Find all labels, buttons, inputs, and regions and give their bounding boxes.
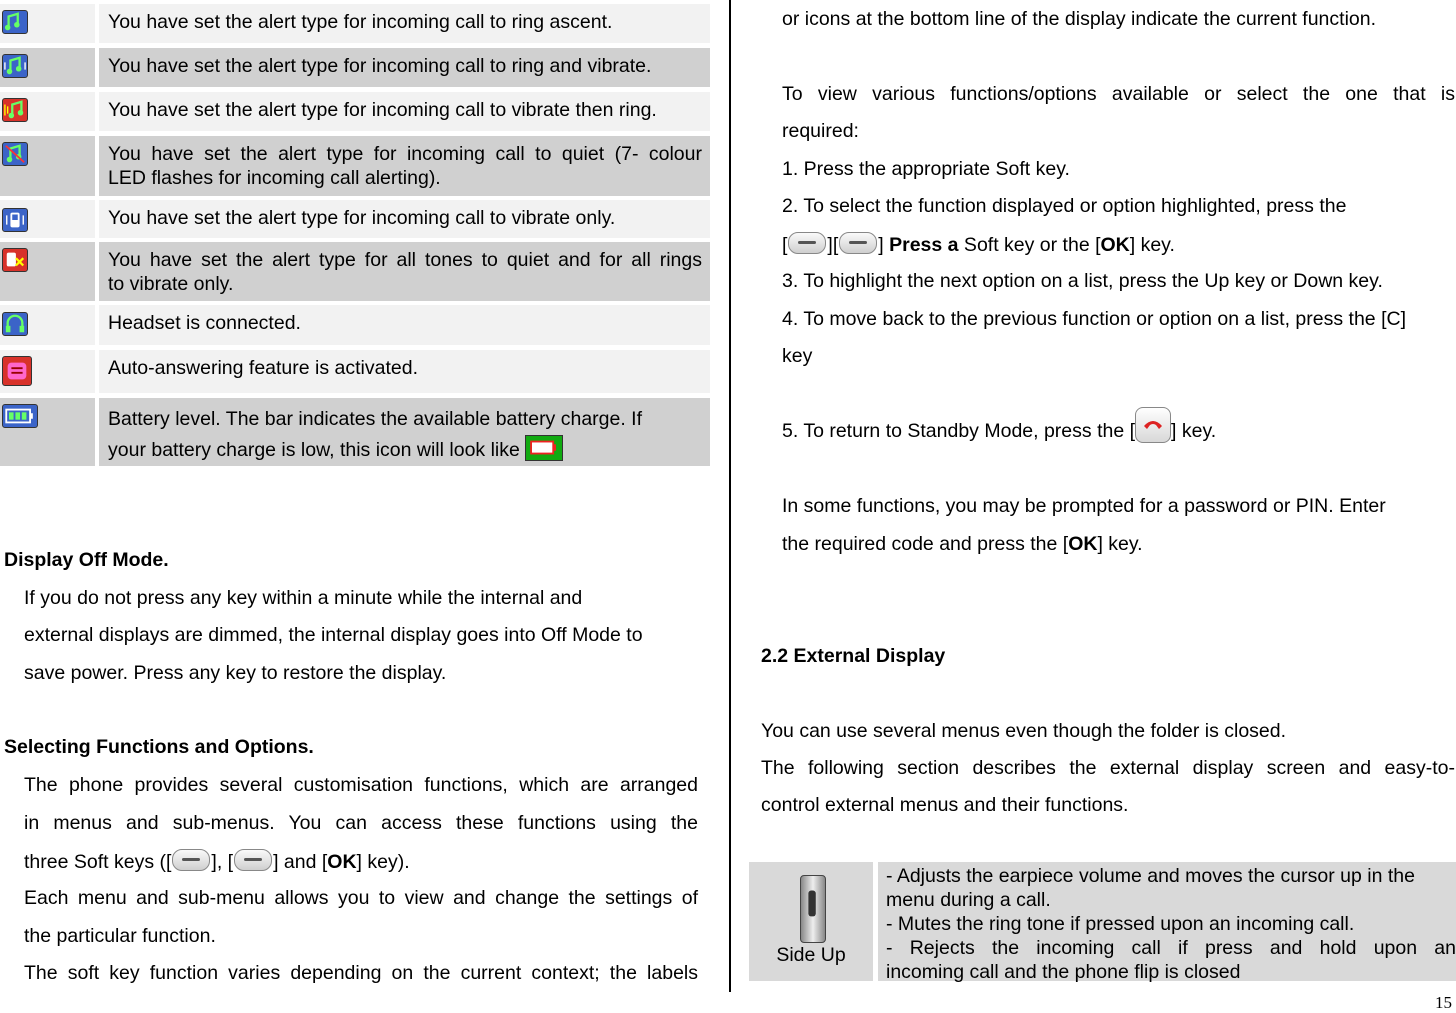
ok-key-label: OK <box>327 851 357 873</box>
text-run: ] key. <box>1129 234 1175 256</box>
text-run: ], [ <box>211 851 234 873</box>
table-row <box>0 136 710 196</box>
quiet-led-icon <box>2 142 28 166</box>
vibrate-only-icon <box>2 208 28 232</box>
table-cell-text <box>99 398 710 466</box>
list-item: 4. To move back to the previous function or option on a list, press the [C] <box>782 308 1406 330</box>
table-cell-text <box>99 136 710 196</box>
ring-and-vibrate-icon <box>2 54 28 78</box>
paragraph-line: or icons at the bottom line of the display indicate the current function. <box>782 8 1377 30</box>
auto-answer-icon <box>2 356 32 386</box>
text-run: 5. To return to Standby Mode, press the [ <box>782 420 1136 442</box>
description-line: - Mutes the ring tone if pressed upon an incoming call. <box>886 913 1355 935</box>
end-key-icon <box>1135 407 1171 443</box>
battery-icon <box>2 404 38 428</box>
list-item: key <box>782 345 813 367</box>
table-row <box>0 398 710 466</box>
paragraph-line: The following section describes the external display screen and easy-to- <box>761 757 1455 779</box>
paragraph-line: control external menus and their functions. <box>761 794 1129 816</box>
table-cell-text: You have set the alert type for incoming call to ring ascent. <box>99 4 710 43</box>
battery-low-icon <box>525 435 563 461</box>
left-soft-key-icon <box>172 849 210 871</box>
description-line: incoming call and the phone flip is closed <box>886 961 1241 983</box>
right-soft-key-icon <box>234 849 272 871</box>
paragraph-line: Each menu and sub-menu allows you to view and change the settings of <box>24 887 698 909</box>
text-run: ] key. <box>1171 420 1217 442</box>
text-run: ][ <box>827 234 839 256</box>
column-divider <box>729 0 731 992</box>
description-line: menu during a call. <box>886 889 1051 911</box>
paragraph-line: required: <box>782 120 859 142</box>
paragraph-line: in menus and sub-menus. You can access these functions using the <box>24 812 698 834</box>
cell-line <box>108 435 702 466</box>
table-row <box>0 305 710 345</box>
paragraph-line: The soft key function varies depending on the current context; the labels <box>24 962 698 984</box>
cell-line: You have set the alert type for incoming call to quiet (7- colour <box>108 143 702 165</box>
ring-ascent-icon <box>2 10 28 34</box>
table-row <box>0 48 710 87</box>
cell-line-text: your battery charge is low, this icon will look like <box>108 439 520 461</box>
text-run: [ <box>782 234 788 256</box>
list-item <box>782 407 1216 443</box>
side-up-key-cell <box>749 862 873 981</box>
text-run: ] key. <box>1097 533 1143 555</box>
paragraph-line: If you do not press any key within a minute while the internal and <box>24 587 583 609</box>
section-heading: Selecting Functions and Options. <box>4 736 314 758</box>
table-cell-text: You have set the alert type for incoming call to vibrate then ring. <box>99 92 710 131</box>
paragraph-line: To view various functions/options available or select the one that is <box>782 83 1455 105</box>
table-cell-text: Auto-answering feature is activated. <box>99 350 710 393</box>
table-cell-text <box>99 242 710 301</box>
text-run: ] and [ <box>273 851 328 873</box>
cell-line: Battery level. The bar indicates the available battery charge. If <box>108 408 643 430</box>
text-run: three Soft keys ([ <box>24 851 172 873</box>
list-item <box>782 232 1175 257</box>
description-line: - Adjusts the earpiece volume and moves the cursor up in the <box>886 865 1415 887</box>
paragraph-line: save power. Press any key to restore the display. <box>24 662 447 684</box>
cell-line: LED flashes for incoming call alerting). <box>108 167 441 189</box>
headset-icon <box>2 312 28 336</box>
list-item: 2. To select the function displayed or option highlighted, press the <box>782 195 1347 217</box>
side-up-label: Side Up <box>776 944 846 966</box>
side-up-description <box>878 862 1456 981</box>
table-cell-text: You have set the alert type for incoming call to ring and vibrate. <box>99 48 710 87</box>
table-cell-text: Headset is connected. <box>99 305 710 345</box>
right-soft-key-icon <box>839 232 877 254</box>
left-soft-key-icon <box>788 232 826 254</box>
table-row <box>0 4 710 43</box>
ok-key-label: OK <box>1068 533 1098 555</box>
vibrate-then-ring-icon <box>2 98 28 122</box>
table-row <box>0 242 710 301</box>
table-row <box>0 350 710 393</box>
side-up-key-icon <box>800 875 826 943</box>
ok-key-label: OK <box>1100 234 1130 256</box>
text-run: the required code and press the [ <box>782 533 1069 555</box>
cell-line: to vibrate only. <box>108 273 234 295</box>
section-heading: 2.2 External Display <box>761 645 946 667</box>
paragraph-line: The phone provides several customisation functions, which are arranged <box>24 774 698 796</box>
table-cell-text: You have set the alert type for incoming call to vibrate only. <box>99 200 710 238</box>
paragraph-line <box>24 849 410 874</box>
list-item: 3. To highlight the next option on a list, press the Up key or Down key. <box>782 270 1383 292</box>
table-row <box>0 200 710 238</box>
press-a-label: Press a <box>889 234 959 256</box>
text-run: ] <box>878 234 890 256</box>
description-line: - Rejects the incoming call if press and hold upon an <box>886 937 1456 959</box>
paragraph-line: the particular function. <box>24 925 216 947</box>
quiet-all-vibrate-icon <box>2 248 28 272</box>
paragraph-line: You can use several menus even though the folder is closed. <box>761 720 1287 742</box>
cell-line: You have set the alert type for all tones to quiet and for all rings <box>108 249 702 271</box>
page-number: 15 <box>1435 993 1452 1012</box>
table-row <box>0 92 710 131</box>
text-run: ] key). <box>356 851 410 873</box>
paragraph-line <box>782 532 1143 556</box>
section-heading: Display Off Mode. <box>4 549 169 571</box>
list-item: 1. Press the appropriate Soft key. <box>782 158 1070 180</box>
paragraph-line: external displays are dimmed, the internal display goes into Off Mode to <box>24 624 643 646</box>
text-run: Soft key or the [ <box>958 234 1101 256</box>
paragraph-line: In some functions, you may be prompted for a password or PIN. Enter <box>782 495 1386 517</box>
